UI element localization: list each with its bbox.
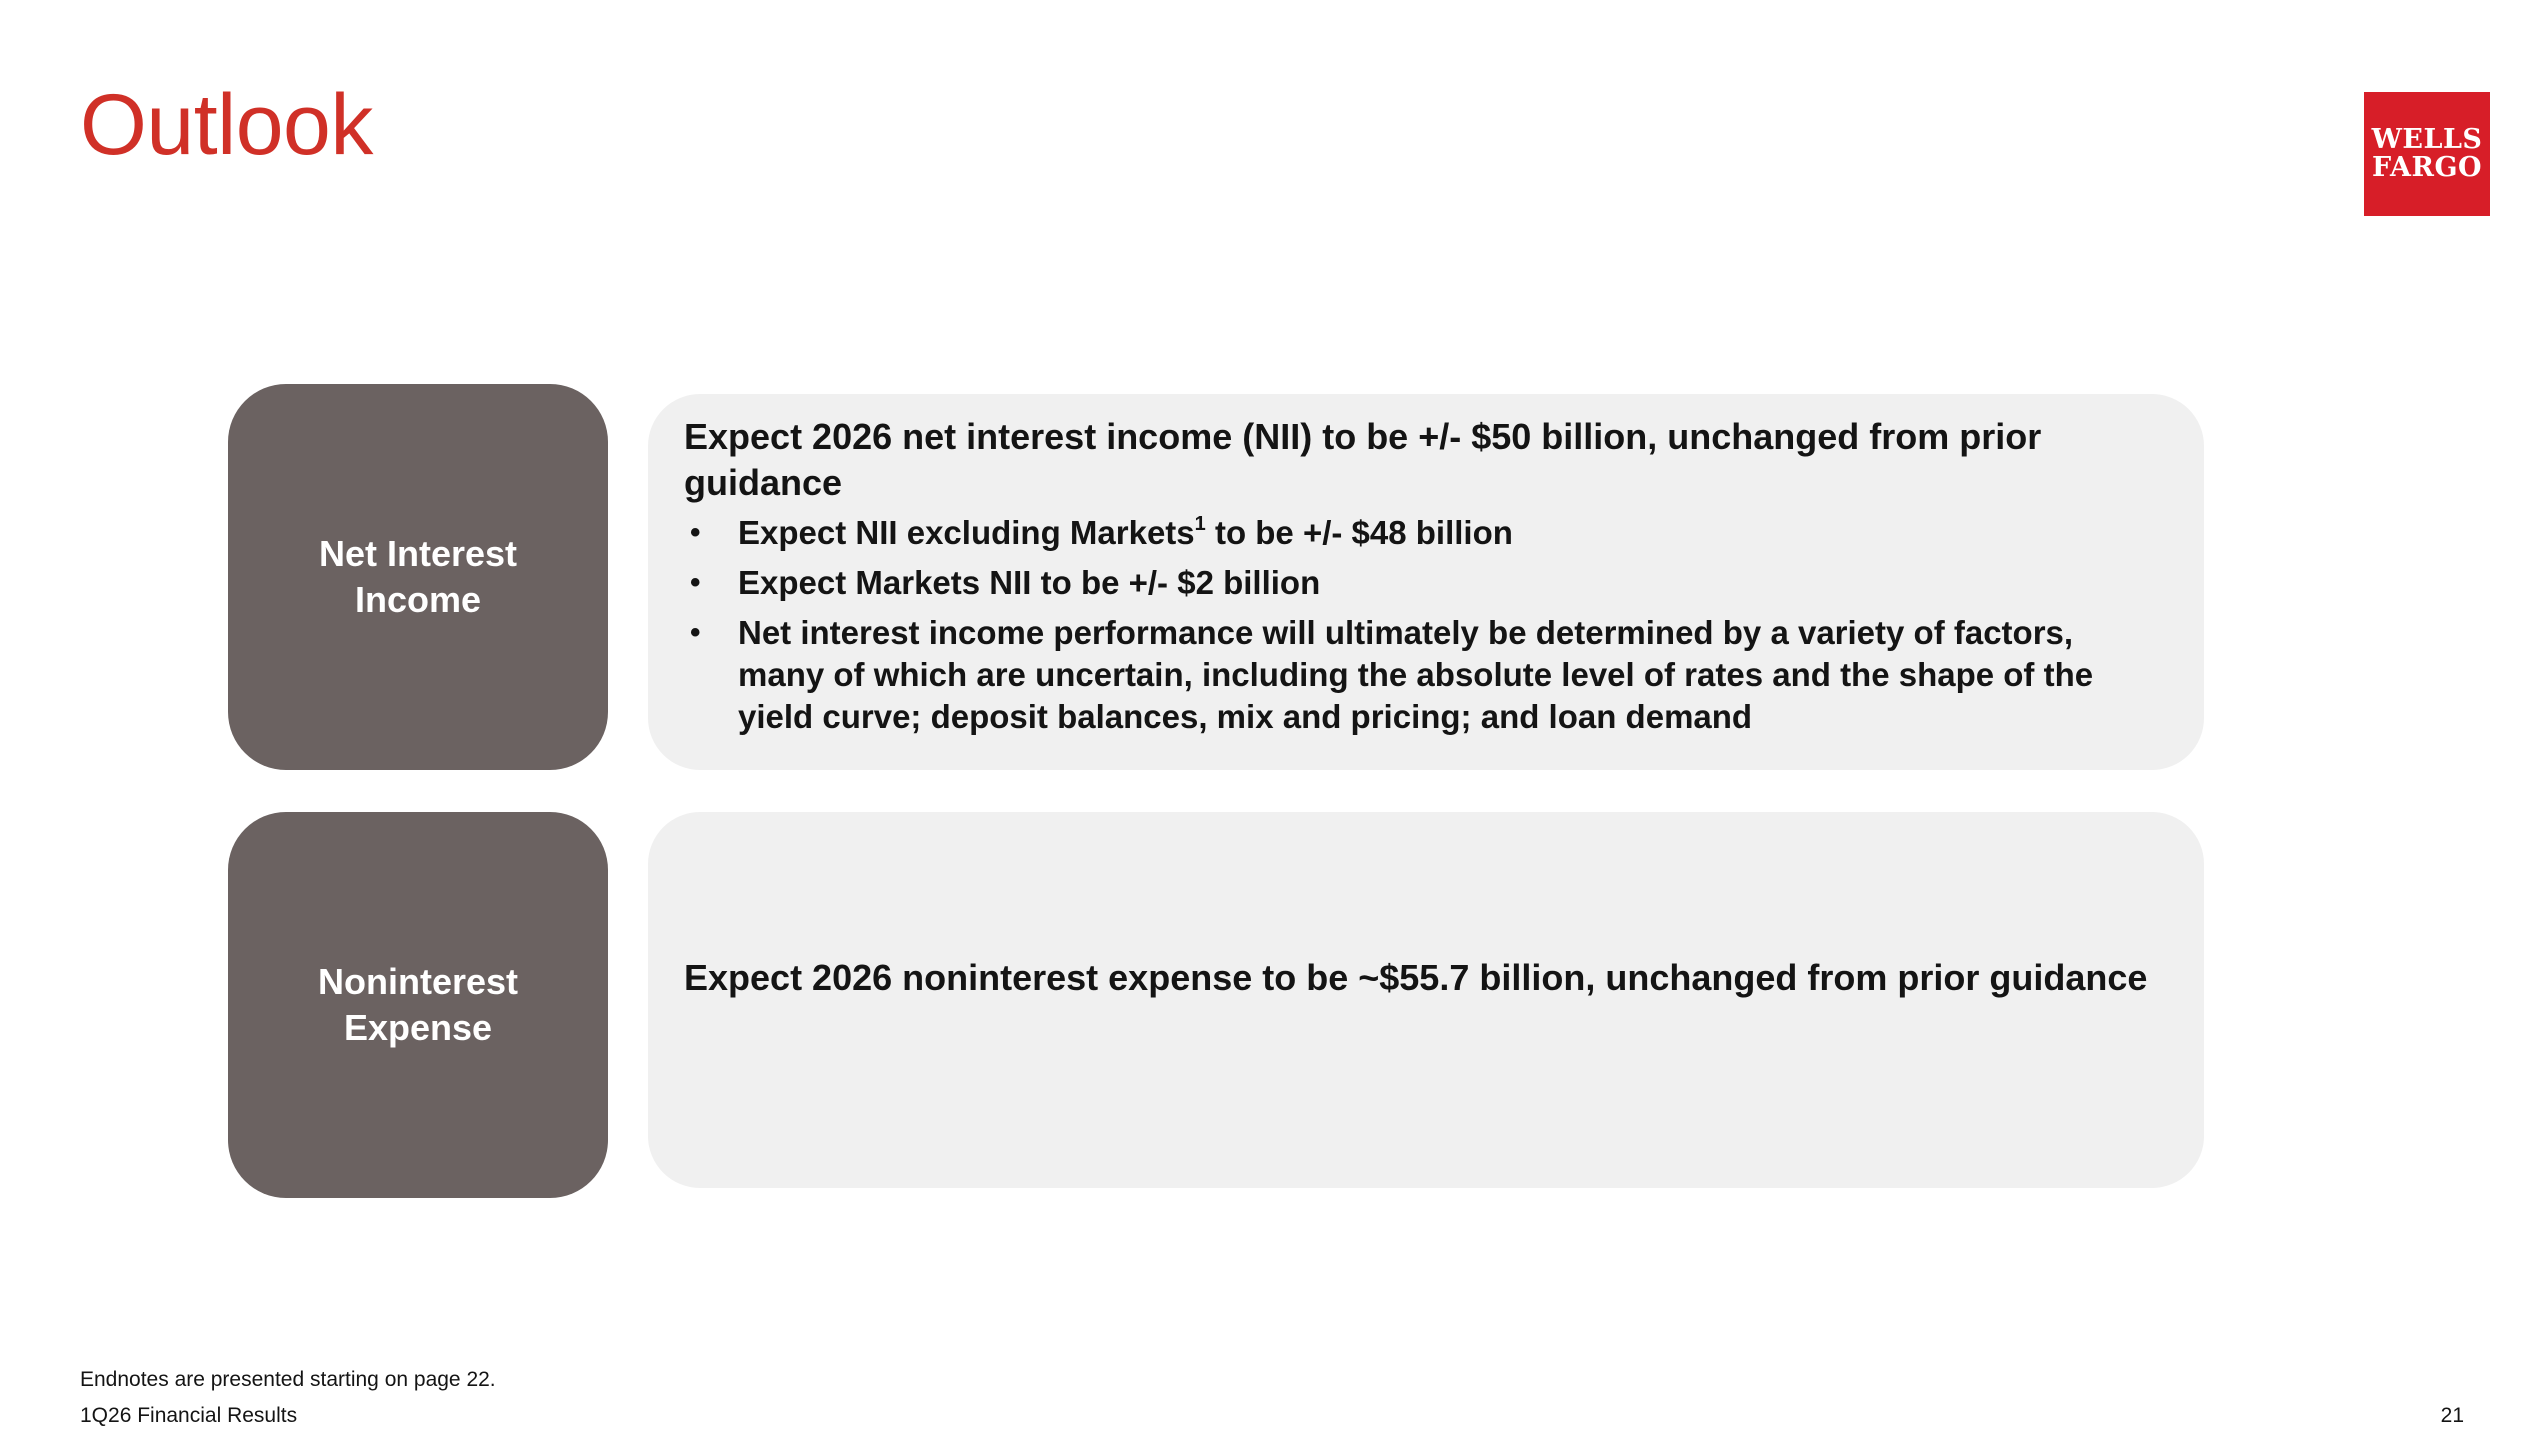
section-label-line-1: Noninterest xyxy=(317,961,519,1002)
bullet-item xyxy=(684,612,2144,738)
logo-line-1: WELLS xyxy=(2371,123,2483,155)
nie-headline: Expect 2026 noninterest expense to be ~$55.7 billion, unchanged from prior guidance xyxy=(684,957,2148,998)
page-number: 21 xyxy=(2440,1404,2464,1427)
bullet-text: Expect Markets NII to be +/- $2 billion xyxy=(738,564,1321,601)
bullet-text: Net interest income performance will ultimately be determined by a variety of factors, many of which are uncertain, including the absolute level of rates and the shape of the yield curve; deposit balances, mix and pricing; and loan demand xyxy=(738,614,2094,735)
section-label-line-2: Expense xyxy=(343,1007,493,1048)
section-label-line-1: Net Interest xyxy=(318,533,518,574)
bullet-icon: • xyxy=(690,616,701,649)
noninterest-expense-label-box xyxy=(228,812,608,1198)
section-label-line-2: Income xyxy=(354,579,482,620)
page-title: Outlook xyxy=(80,77,373,173)
bullet-text-after: to be +/- $48 billion xyxy=(1205,514,1513,551)
nii-headline: Expect 2026 net interest income (NII) to be +/- $50 billion, unchanged from prior guidance xyxy=(684,416,2042,503)
report-name: 1Q26 Financial Results xyxy=(80,1404,298,1427)
bullet-item xyxy=(684,562,2144,604)
net-interest-income-label-box xyxy=(228,384,608,770)
nii-bullet-list xyxy=(684,512,2144,738)
bullet-item xyxy=(684,512,2144,554)
bullet-text-before: Expect NII excluding Markets xyxy=(738,514,1195,551)
wells-fargo-logo xyxy=(2364,92,2490,216)
endnote-superscript: 1 xyxy=(1194,513,1206,535)
net-interest-income-content-box xyxy=(648,394,2204,770)
logo-line-2: FARGO xyxy=(2371,152,2483,183)
noninterest-expense-content-box xyxy=(648,812,2204,1188)
bullet-icon: • xyxy=(690,516,701,549)
endnote-reference: Endnotes are presented starting on page 22. xyxy=(80,1368,496,1391)
bullet-icon: • xyxy=(690,566,701,599)
